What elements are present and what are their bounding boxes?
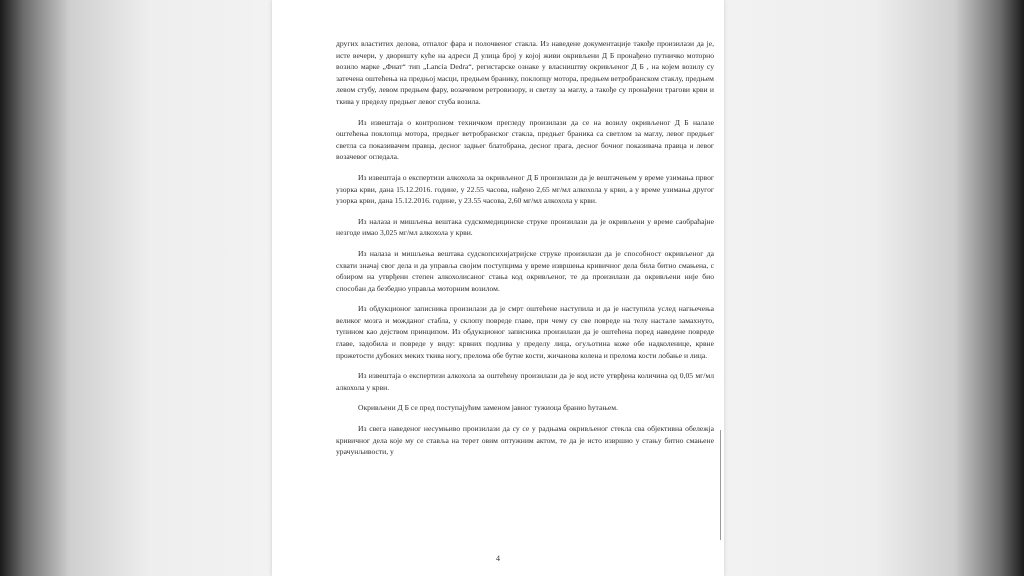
paragraph-3: Из извештаја о експертизи алкохола за окривљеног Д Б произилази да је вештачењем у време узимања првог узорка крви, дана 15.12.2016. године, у 22.55 часова, нађено 2,65 мг/мл алкохола у крви, а у време узимања другог узорка крви, дана 15.12.2016. године, у 23.55 часова, 2,60 мг/мл алкохола у крви. xyxy=(336,172,714,206)
page-number: 4 xyxy=(496,554,500,563)
paragraph-4: Из налаза и мишљења вештака судскомедицинске струке произилази да је окривљени у време саобраћајне незгоде имао 3,025 мг/мл алкохола у крви. xyxy=(336,216,714,238)
document-body xyxy=(336,38,714,467)
left-background xyxy=(0,0,272,576)
margin-mark xyxy=(720,430,721,540)
document-page xyxy=(272,0,724,576)
paragraph-1: других властитих делова, отпалог фара и полочвеног стакла. Из наведене документације такође произилази да је, исте вечери, у дворишту куће на адреси Д улица број у којој живи окривљени Д Б пронађено путничко моторно возило марке „Фиат“ тип „Lancia Dedra“, регистарске ознаке у власништву окривљеног Д Б , на којем возилу су затечена оштећења на предњој масци, предњем бранику, поклопцу мотора, предњем ветробранском стаклу, предњем левом стубу, левом предњем фару, возачевом ретровизору, и светлу за маглу, а такође су пронађени трагови крви и ткива у пределу предњег левог стуба возила. xyxy=(336,39,714,106)
right-background xyxy=(724,0,1024,576)
paragraph-9: Из свега наведеног несумњиво произилази да су се у радњама окривљеног стекла сва објективна обележја кривичног дела које му се ставља на терет овим оптужним актом, те да је исто извршио у стању битно смањене урачунљивости, у xyxy=(336,424,714,457)
paragraph-2: Из извештаја о контролном техничком прегледу произилази да се на возилу окривљеног Д Б налазе оштећења поклопца мотора, предњег ветробранског стакла, предњег браника са светлом за маглу, левог предњег светла са показивачем правца, десног задњег блатобрана, десног прага, десног бочног показивача правца и левог возачевог огледала. xyxy=(336,117,714,162)
paragraph-7: Из извештаја о експертизи алкохола за оштећену произилази да је код исте утврђена количина од 0,05 мг/мл алкохола у крви. xyxy=(336,371,714,392)
paragraph-8: Окривљени Д Б се пред поступајућим заменом јавног тужиоца бранио ћутањем. xyxy=(358,403,618,413)
paragraph-5: Из налаза и мишљења вештака судскопсихијатријске струке произилази да је способност окривљеног да схвати значај свог дела и да управља својим поступцима у време извршења кривичног дела била битно смањена, с обзиром на утврђени степен алкохолисаног стања код окривљеног, те да произилази да окривљени није био способан да безбедно управља моторним возилом. xyxy=(336,248,714,293)
paragraph-6: Из обдукционог записника произилази да је смрт оштећене наступила и да је наступила услед нагњечења великог мозга и можданог стабла, у склопу повреде главе, при чему су све повреде на телу настале замахнуто, тупином као дејством принципом. Из обдукционог записника произилази да је оштећена поред наведене повреде главе, задобила и повреде у виду: крвних подлива у пределу лица, огуљотина коже обе надколенице, крвне прожетости дубоких меких ткива ногу, прелома обе бутне кости, жичанова колена и прелома кости лобање и лица. xyxy=(336,304,714,360)
